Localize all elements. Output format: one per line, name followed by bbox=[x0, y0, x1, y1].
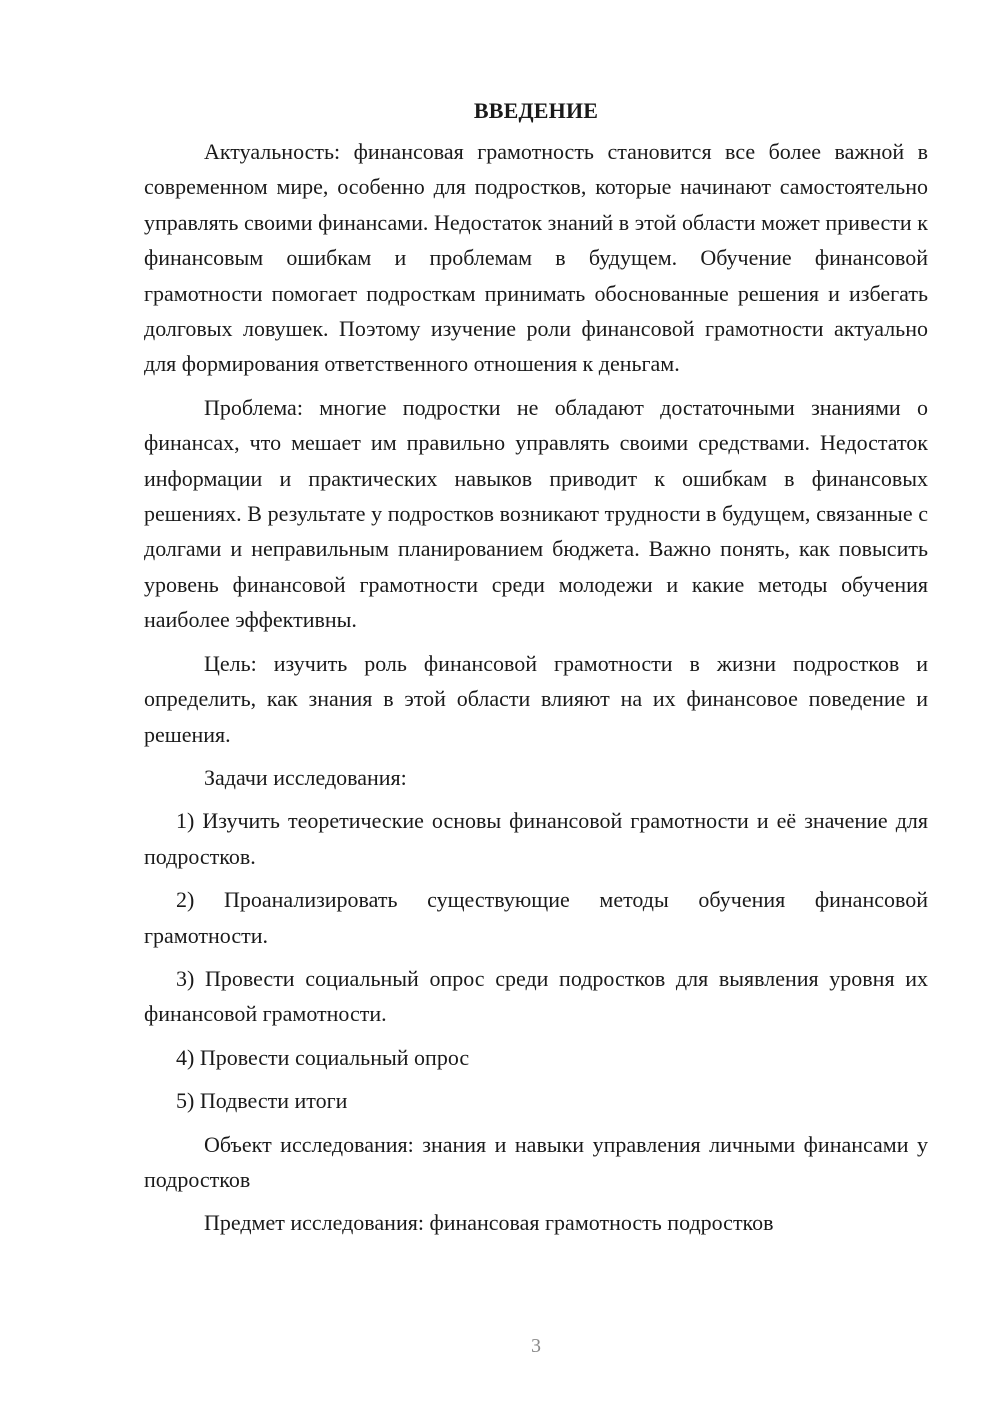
page-number: 3 bbox=[531, 1335, 541, 1357]
paragraph-relevance: Актуальность: финансовая грамотность становится все более важной в современном мире, особенно для подростков, которые начинают самостоятельно управлять своими финансами. Недостаток знаний в этой области может привести к финансовым ошибкам и проблемам в будущем. Обучение финансовой грамотности помогает подросткам принимать обоснованные решения и избегать долговых ловушек. Поэтому изучение роли финансовой грамотности актуально для формирования ответственного отношения к деньгам. bbox=[144, 139, 928, 377]
task-item-5: 5) Подвести итоги bbox=[176, 1088, 348, 1114]
section-title: ВВЕДЕНИЕ bbox=[473, 98, 599, 123]
paragraph-object: Объект исследования: знания и навыки управления личными финансами у подростков bbox=[144, 1131, 928, 1192]
paragraph-problem: Проблема: многие подростки не обладают достаточными знаниями о финансах, что мешает им правильно управлять своими средствами. Недостаток информации и практических навыков приводит к ошибкам в финансовых решениях. В результате у подростков возникают трудности в будущем, связанные с долгами и неправильным планированием бюджета. Важно понять, как повысить уровень финансовой грамотности среди молодежи и какие методы обучения наиболее эффективны. bbox=[144, 394, 928, 633]
paragraph-tasks-heading: Задачи исследования: bbox=[204, 764, 407, 790]
paragraph-goal: Цель: изучить роль финансовой грамотности в жизни подростков и определить, как знания в этой области влияют на их финансовое поведение и решения. bbox=[144, 650, 928, 747]
task-item-1: 1) Изучить теоретические основы финансовой грамотности и её значение для подростков. bbox=[144, 808, 928, 869]
document-body bbox=[144, 96, 928, 1249]
paragraph-subject: Предмет исследования: финансовая грамотность подростков bbox=[204, 1210, 774, 1236]
task-item-3: 3) Провести социальный опрос среди подростков для выявления уровня их финансовой грамотности. bbox=[144, 965, 928, 1027]
task-item-4: 4) Провести социальный опрос bbox=[176, 1044, 470, 1070]
task-item-2: 2) Проанализировать существующие методы обучения финансовой грамотности. bbox=[144, 887, 928, 948]
